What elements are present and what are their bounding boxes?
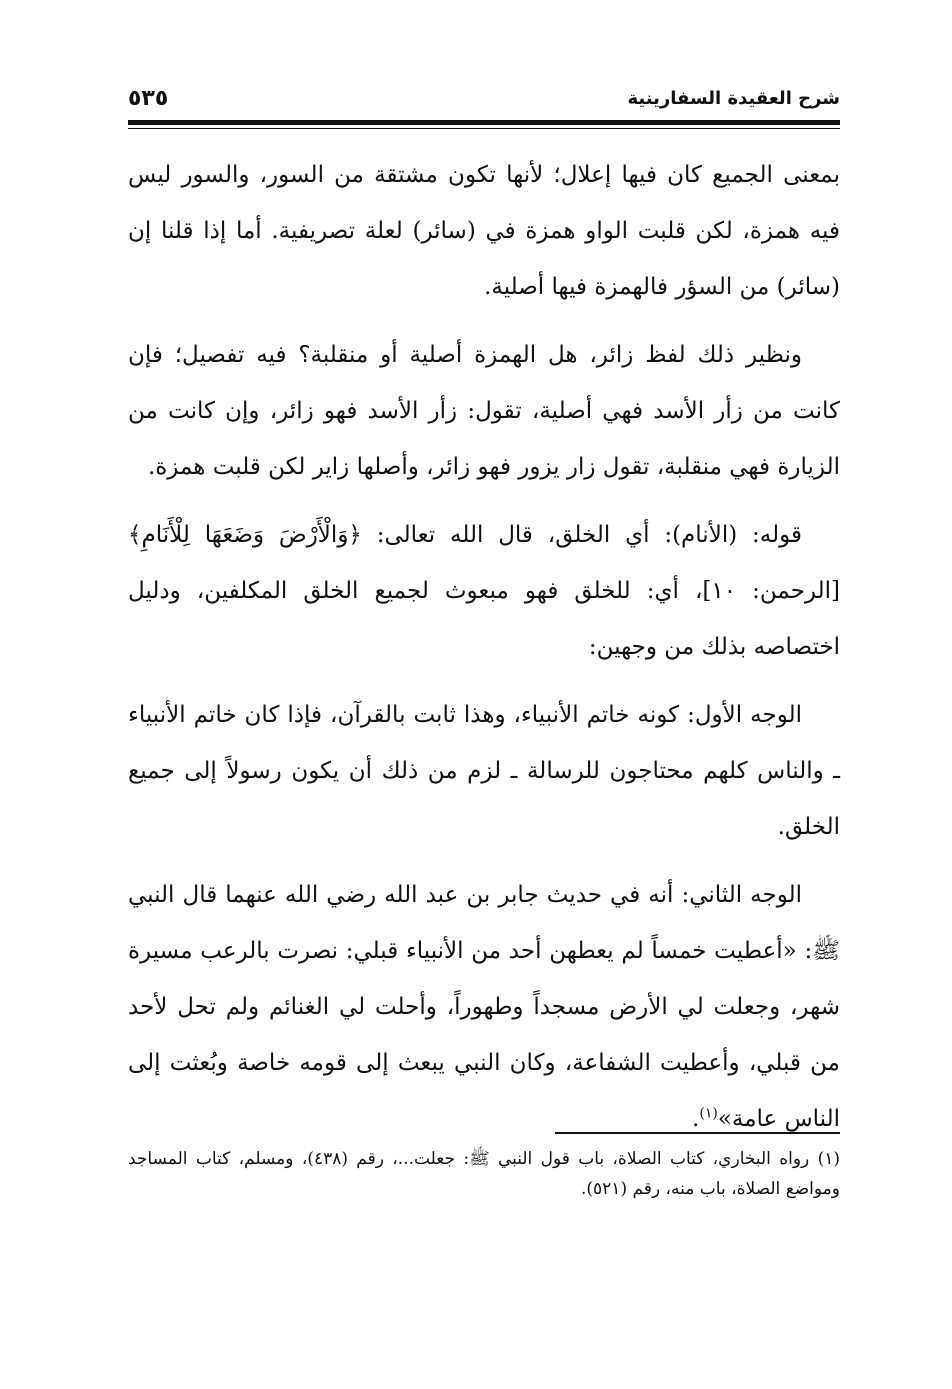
paragraph-5-text: الوجه الثاني: أنه في حديث جابر بن عبد الله رضي الله عنهما قال النبي ﷺ: «أعطيت خمساً لم يعطهن أحد من الأنبياء قبلي: نصرت بالرعب مسيرة شهر، وجعلت لي الأرض مسجداً وطهوراً، وأحلت لي الغنائم ولم تحل لأحد من قبلي، وأعطيت الشفاعة، وكان النبي يبعث إلى قومه خاصة وبُعثت إلى الناس عامة» bbox=[128, 882, 840, 1132]
footnote-marker: (١) bbox=[699, 1105, 718, 1122]
page-number: ٥٣٥ bbox=[128, 85, 169, 111]
footnote-rule bbox=[555, 1132, 840, 1134]
paragraph-4: الوجه الأول: كونه خاتم الأنبياء، وهذا ثابت بالقرآن، فإذا كان خاتم الأنبياء ـ والناس كلهم محتاجون للرسالة ـ لزم من ذلك أن يكون رسولاً إلى جميع الخلق. bbox=[128, 702, 840, 840]
header-rule bbox=[128, 120, 840, 129]
paragraph-1: بمعنى الجميع كان فيها إعلال؛ لأنها تكون مشتقة من السور، والسور ليس فيه همزة، لكن قلبت الواو همزة في (سائر) لعلة تصريفية. أما إذا قلنا إن (سائر) من السؤر فالهمزة فيها أصلية. bbox=[128, 162, 840, 300]
page-header bbox=[128, 80, 840, 116]
body-text bbox=[128, 147, 840, 1147]
running-title: شرح العقيدة السفارينية bbox=[627, 87, 840, 109]
paragraph-2: ونظير ذلك لفظ زائر، هل الهمزة أصلية أو منقلبة؟ فيه تفصيل؛ فإن كانت من زأر الأسد فهي أصلية، تقول: زأر الأسد فهو زائر، وإن كانت من الزيارة فهي منقلبة، تقول زار يزور فهو زائر، وأصلها زاير لكن قلبت همزة. bbox=[128, 342, 840, 480]
paragraph-5: الوجه الثاني: أنه في حديث جابر بن عبد الله رضي الله عنهما قال النبي ﷺ: «أعطيت خمساً لم يعطهن أحد من الأنبياء قبلي: نصرت بالرعب مسيرة شهر، وجعلت لي الأرض مسجداً وطهوراً، وأحلت لي الغنائم ولم تحل لأحد من قبلي، وأعطيت الشفاعة، وكان النبي يبعث إلى قومه خاصة وبُعثت إلى الناس عامة»$^{(١)}$. bbox=[128, 882, 840, 1132]
footnote: (١) رواه البخاري، كتاب الصلاة، باب قول النبي ﷺ: جعلت...، رقم (٤٣٨)، ومسلم، كتاب المساجد ومواضع الصلاة، باب منه، رقم (٥٢١). bbox=[128, 1149, 840, 1199]
paragraph-3: قوله: (الأنام): أي الخلق، قال الله تعالى: ﴿وَالْأَرْضَ وَضَعَهَا لِلْأَنَامِ﴾ [الرحمن: ١٠]، أي: للخلق فهو مبعوث لجميع الخلق المكلفين، ودليل اختصاصه بذلك من وجهين: bbox=[128, 522, 840, 660]
page bbox=[128, 80, 840, 1320]
